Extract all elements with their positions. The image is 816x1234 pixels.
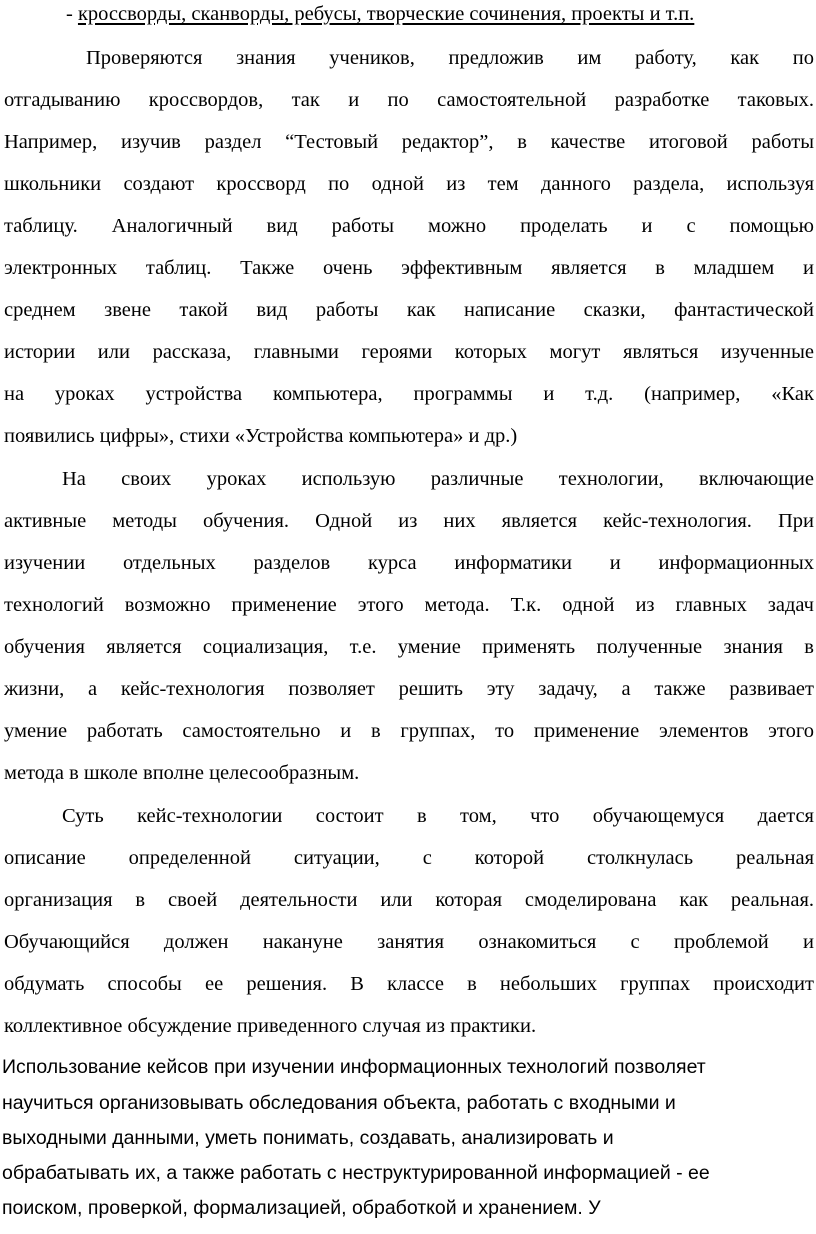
list-item-prefix: - [66,3,73,25]
paragraph-line: обучения является социализация, т.е. умение применять полученные знания в [4,636,814,658]
paragraph-line: организация в своей деятельности или которая смоделирована как реальная. [4,889,814,911]
paragraph-line: Использование кейсов при изучении информационных технологий позволяет [2,1056,706,1078]
paragraph-line: описание определенной ситуации, с которой столкнулась реальная [4,847,814,869]
paragraph-line: появились цифры», стихи «Устройства компьютера» и др.) [4,425,518,447]
paragraph-line: активные методы обучения. Одной из них является кейс-технология. При [4,510,814,532]
paragraph-line: истории или рассказа, главными героями которых могут являться изученные [4,341,814,363]
paragraph-line: среднем звене такой вид работы как написание сказки, фантастической [4,299,814,321]
paragraph-line: электронных таблиц. Также очень эффективным является в младшем и [4,257,814,279]
paragraph-line: умение работать самостоятельно и в группах, то применение элементов этого [4,720,814,742]
paragraph-line: обдумать способы ее решения. В классе в небольших группах происходит [4,973,814,995]
paragraph-line: Проверяются знания учеников, предложив им работу, как по [86,47,814,69]
paragraph-line: На своих уроках использую различные технологии, включающие [62,468,814,490]
paragraph-line: таблицу. Аналогичный вид работы можно проделать и с помощью [4,215,814,237]
paragraph-line: Обучающийся должен накануне занятия ознакомиться с проблемой и [4,931,814,953]
paragraph-line: научиться организовывать обследования объекта, работать с входными и [2,1092,676,1114]
list-item-text: кроссворды, сканворды, ребусы, творческие сочинения, проекты и т.п. [77,3,695,25]
paragraph-line: изучении отдельных разделов курса информатики и информационных [4,552,814,574]
paragraph-line: отгадыванию кроссвордов, так и по самостоятельной разработке таковых. [4,89,814,111]
paragraph-line: коллективное обсуждение приведенного случая из практики. [4,1015,537,1037]
paragraph-line: Суть кейс-технологии состоит в том, что обучающемуся дается [62,805,814,827]
paragraph-line: технологий возможно применение этого метода. Т.к. одной из главных задач [4,594,814,616]
paragraph-line: Например, изучив раздел “Тестовый редактор”, в качестве итоговой работы [4,131,814,153]
paragraph-line: выходными данными, уметь понимать, создавать, анализировать и [2,1127,614,1149]
list-item [66,2,814,26]
paragraph-line: на уроках устройства компьютера, программы и т.д. (например, «Как [4,383,814,405]
paragraph-line: метода в школе вполне целесообразным. [4,762,360,784]
paragraph-line: школьники создают кроссворд по одной из тем данного раздела, используя [4,173,814,195]
paragraph-line: поиском, проверкой, формализацией, обработкой и хранением. У [2,1197,601,1219]
paragraph-line: жизни, а кейс-технология позволяет решить эту задачу, а также развивает [4,678,814,700]
paragraph-line: обрабатывать их, а также работать с неструктурированной информацией - ее [2,1162,710,1184]
